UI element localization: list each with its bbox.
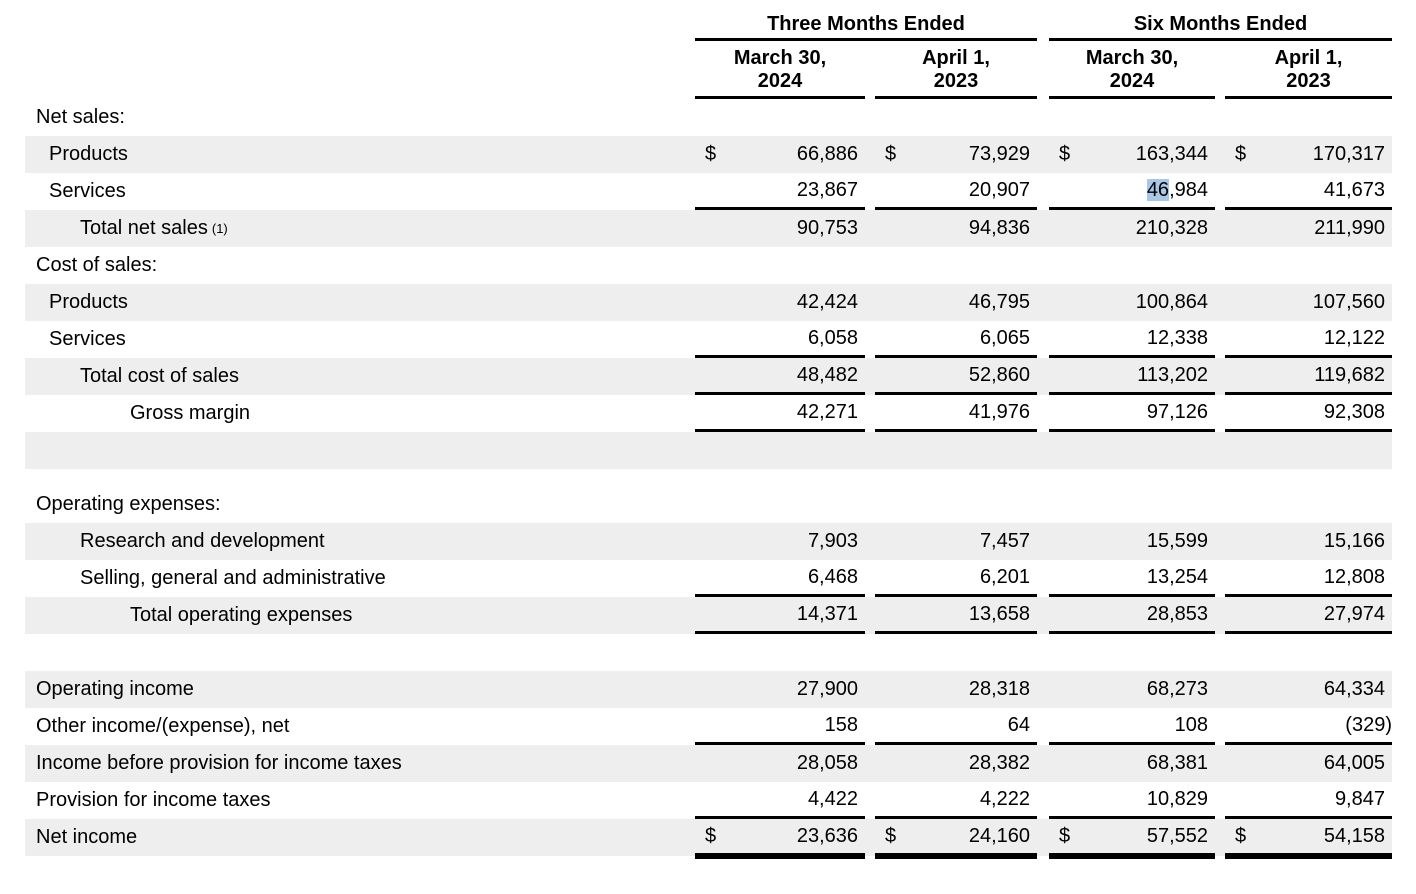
row-net-sales-section	[25, 99, 1392, 136]
row-label	[25, 708, 695, 745]
amount-value: 42,424	[796, 291, 858, 313]
date-line-1: April 1,	[922, 47, 990, 69]
amount-value: 6,058	[807, 326, 858, 349]
amount-cell	[695, 136, 865, 173]
row-cost-of-sales-section	[25, 247, 1392, 284]
row-blank-gray	[25, 432, 1392, 469]
amount-value: 113,202	[1137, 363, 1208, 386]
amount-value: 92,308	[1323, 400, 1385, 423]
amount-value: 41,673	[1323, 178, 1385, 201]
amount-value: 15,599	[1146, 530, 1208, 552]
amount-value: 68,381	[1146, 752, 1208, 774]
group-header-six-months-ended: Six Months Ended	[1049, 12, 1392, 41]
row-label-text: Services	[49, 328, 126, 350]
amount-cell	[875, 597, 1037, 634]
amount-value: 4,222	[979, 787, 1030, 810]
amount-value: 97,126	[1146, 400, 1208, 423]
row-label	[25, 321, 695, 358]
row-label-text: Operating income	[36, 678, 194, 700]
row-label	[25, 782, 695, 819]
amount-value: 46,795	[968, 291, 1030, 313]
row-label-text: Operating expenses:	[36, 493, 221, 515]
row-selling-general-admin	[25, 560, 1392, 597]
amount-cell	[695, 671, 865, 708]
row-total-net-sales	[25, 210, 1392, 247]
amount-cell	[695, 745, 865, 782]
amount-value: 4,422	[807, 787, 858, 810]
amount-value: 100,864	[1135, 291, 1208, 313]
amount-cell	[1225, 358, 1392, 395]
amount-cell	[1049, 523, 1215, 560]
amount-value: 28,058	[796, 752, 858, 774]
amount-cell	[695, 782, 865, 819]
row-net-sales-services	[25, 173, 1392, 210]
amount-cell	[875, 708, 1037, 745]
amount-value: 20,907	[968, 178, 1030, 201]
amount-value: 68,273	[1146, 678, 1208, 700]
currency-symbol: $	[705, 143, 717, 165]
row-label-text: Total net sales	[80, 217, 208, 239]
date-line-1: March 30,	[733, 47, 827, 69]
amount-value: 90,753	[796, 217, 858, 239]
amount-value: 66,886	[796, 143, 858, 165]
amount-value: 94,836	[968, 217, 1030, 239]
row-label	[25, 597, 695, 634]
amount-cell	[1049, 782, 1215, 819]
row-label	[25, 136, 695, 173]
row-label-text: Products	[49, 291, 128, 313]
amount-value: 12,122	[1323, 326, 1385, 349]
amount-value: 107,560	[1312, 291, 1385, 313]
amount-cell	[1049, 819, 1215, 856]
row-label	[25, 486, 695, 523]
amount-cell	[1049, 321, 1215, 358]
currency-symbol: $	[1059, 824, 1071, 847]
row-operating-income	[25, 671, 1392, 708]
amount-value: 24,160	[968, 824, 1030, 847]
amount-cell	[875, 284, 1037, 321]
date-line-2: 2024	[757, 70, 803, 92]
row-label	[25, 469, 695, 486]
amount-value: 10,829	[1146, 787, 1208, 810]
amount-cell	[1225, 819, 1392, 856]
amount-value: 12,808	[1323, 565, 1385, 588]
date-line-2: 2023	[1286, 70, 1331, 92]
amount-value: 23,636	[796, 824, 858, 847]
row-total-cost-of-sales	[25, 358, 1392, 395]
amount-cell	[1225, 782, 1392, 819]
row-label	[25, 560, 695, 597]
amount-cell	[1049, 560, 1215, 597]
currency-symbol: $	[885, 824, 897, 847]
row-income-before-taxes	[25, 745, 1392, 782]
amount-cell	[1049, 671, 1215, 708]
amount-cell	[1225, 560, 1392, 597]
amount-cell	[1225, 173, 1392, 210]
amount-cell	[875, 210, 1037, 247]
amount-cell	[1225, 284, 1392, 321]
row-operating-expenses-section	[25, 486, 1392, 523]
row-label-text: Selling, general and administrative	[80, 567, 386, 589]
group-header-three-months-ended: Three Months Ended	[695, 12, 1037, 41]
period-group-header-row	[25, 12, 1392, 41]
amount-cell	[875, 358, 1037, 395]
row-label-text: Other income/(expense), net	[36, 715, 290, 737]
row-gross-margin	[25, 395, 1392, 432]
amount-value: 170,317	[1312, 143, 1385, 165]
amount-cell	[1225, 210, 1392, 247]
amount-cell	[875, 395, 1037, 432]
row-label	[25, 358, 695, 395]
row-label	[25, 819, 695, 856]
row-label	[25, 671, 695, 708]
amount-value: 57,552	[1146, 824, 1208, 847]
label-column-spacer	[25, 47, 695, 99]
amount-cell	[875, 173, 1037, 210]
amount-cell	[695, 321, 865, 358]
row-label-text: Net sales:	[36, 106, 125, 128]
currency-symbol: $	[885, 143, 897, 165]
amount-value: (329)	[1345, 713, 1392, 736]
amount-cell	[875, 560, 1037, 597]
amount-cell	[695, 173, 865, 210]
row-label	[25, 745, 695, 782]
amount-cell	[875, 819, 1037, 856]
amount-cell	[1225, 136, 1392, 173]
amount-cell	[1049, 358, 1215, 395]
amount-cell	[695, 210, 865, 247]
amount-value: 46,984	[1146, 178, 1208, 201]
amount-cell	[695, 523, 865, 560]
amount-value: 64,005	[1323, 752, 1385, 774]
date-line-1: March 30,	[1085, 47, 1179, 69]
amount-value: 28,382	[968, 752, 1030, 774]
col-header-three-months-march-30-2024	[695, 47, 865, 99]
amount-value: 54,158	[1323, 824, 1385, 847]
amount-cell	[1049, 395, 1215, 432]
row-label	[25, 284, 695, 321]
amount-value: 64,334	[1323, 678, 1385, 700]
row-research-development	[25, 523, 1392, 560]
amount-value: 6,201	[979, 565, 1030, 588]
amount-value: 12,338	[1146, 326, 1208, 349]
date-header-row	[25, 47, 1392, 99]
amount-value: 119,682	[1314, 363, 1385, 386]
amount-cell	[695, 284, 865, 321]
amount-value: 210,328	[1135, 217, 1208, 239]
amount-value: 41,976	[968, 400, 1030, 423]
amount-value: 73,929	[968, 143, 1030, 165]
row-blank-white-small	[25, 469, 1392, 486]
row-label: Total net sales (1)	[80, 217, 228, 239]
amount-cell	[875, 782, 1037, 819]
row-label-text: Net income	[36, 826, 138, 848]
amount-value: 163,344	[1135, 143, 1208, 165]
amount-cell	[1049, 136, 1215, 173]
selected-text: 46	[1146, 178, 1170, 201]
currency-symbol: $	[705, 824, 717, 847]
row-label-text: Income before provision for income taxes	[36, 752, 402, 774]
amount-cell	[695, 819, 865, 856]
currency-symbol: $	[1235, 824, 1247, 847]
amount-cell	[695, 358, 865, 395]
row-label-text: Services	[49, 180, 126, 202]
row-other-income-expense	[25, 708, 1392, 745]
amount-cell	[1225, 321, 1392, 358]
currency-symbol: $	[1235, 143, 1247, 165]
amount-value: 108	[1174, 713, 1208, 736]
col-header-three-months-april-1-2023	[875, 47, 1037, 99]
amount-cell	[1049, 745, 1215, 782]
amount-cell	[1225, 745, 1392, 782]
amount-value: 23,867	[796, 178, 858, 201]
row-label-text: Products	[49, 143, 128, 165]
row-label-text: Total cost of sales	[80, 365, 239, 387]
row-blank-white	[25, 634, 1392, 671]
row-net-income	[25, 819, 1392, 856]
amount-value: 158	[824, 713, 858, 736]
row-label	[25, 432, 695, 469]
amount-value: 64	[1007, 713, 1030, 736]
col-header-six-months-april-1-2023	[1225, 47, 1392, 99]
amount-value: 42,271	[796, 400, 858, 423]
amount-cell	[1049, 597, 1215, 634]
row-label	[25, 173, 695, 210]
row-label-text: Cost of sales:	[36, 254, 158, 276]
amount-cell	[1225, 708, 1392, 745]
row-label-text: Provision for income taxes	[36, 789, 271, 811]
row-net-sales-products	[25, 136, 1392, 173]
row-label	[25, 634, 695, 671]
date-line-2: 2023	[933, 70, 979, 92]
amount-value: 52,860	[968, 363, 1030, 386]
amount-cell	[1049, 284, 1215, 321]
row-label	[25, 99, 695, 136]
row-label	[25, 247, 695, 284]
amount-value: 15,166	[1323, 530, 1385, 552]
amount-value: 6,468	[807, 565, 858, 588]
amount-value: 27,900	[796, 678, 858, 700]
row-cost-services	[25, 321, 1392, 358]
amount-value: 13,254	[1146, 565, 1208, 588]
date-line-2: 2024	[1109, 70, 1155, 92]
row-label	[25, 395, 695, 432]
amount-cell	[875, 321, 1037, 358]
amount-value: 7,903	[807, 530, 858, 552]
row-total-operating-expenses	[25, 597, 1392, 634]
amount-cell	[875, 523, 1037, 560]
amount-cell	[875, 745, 1037, 782]
row-label	[25, 523, 695, 560]
amount-value: 28,318	[968, 678, 1030, 700]
amount-cell	[695, 597, 865, 634]
date-line-1: April 1,	[1274, 47, 1343, 69]
amount-value: 14,371	[796, 602, 858, 625]
row-label-text: Research and development	[80, 530, 325, 552]
amount-cell	[1225, 597, 1392, 634]
amount-cell	[695, 560, 865, 597]
amount-value: 13,658	[968, 602, 1030, 625]
amount-value: 28,853	[1146, 602, 1208, 625]
row-label-text: Gross margin	[130, 402, 251, 424]
currency-symbol: $	[1059, 143, 1071, 165]
amount-value: 27,974	[1323, 602, 1385, 625]
amount-cell	[1225, 523, 1392, 560]
col-header-six-months-march-30-2024	[1049, 47, 1215, 99]
amount-value: 7,457	[979, 530, 1030, 552]
amount-cell	[1049, 210, 1215, 247]
amount-value: 6,065	[979, 326, 1030, 349]
row-cost-products	[25, 284, 1392, 321]
amount-cell	[875, 671, 1037, 708]
amount-value: 48,482	[796, 363, 858, 386]
amount-cell	[875, 136, 1037, 173]
table-body	[25, 99, 1392, 856]
amount-cell	[695, 395, 865, 432]
income-statement-table	[25, 0, 1392, 856]
amount-value: 211,990	[1314, 217, 1385, 239]
amount-value: 9,847	[1334, 787, 1385, 810]
amount-cell	[695, 708, 865, 745]
amount-cell	[1049, 708, 1215, 745]
amount-cell	[1225, 395, 1392, 432]
amount-cell	[1225, 671, 1392, 708]
row-label-text: Total operating expenses	[130, 604, 353, 626]
row-provision-income-taxes	[25, 782, 1392, 819]
amount-cell	[1049, 173, 1215, 210]
